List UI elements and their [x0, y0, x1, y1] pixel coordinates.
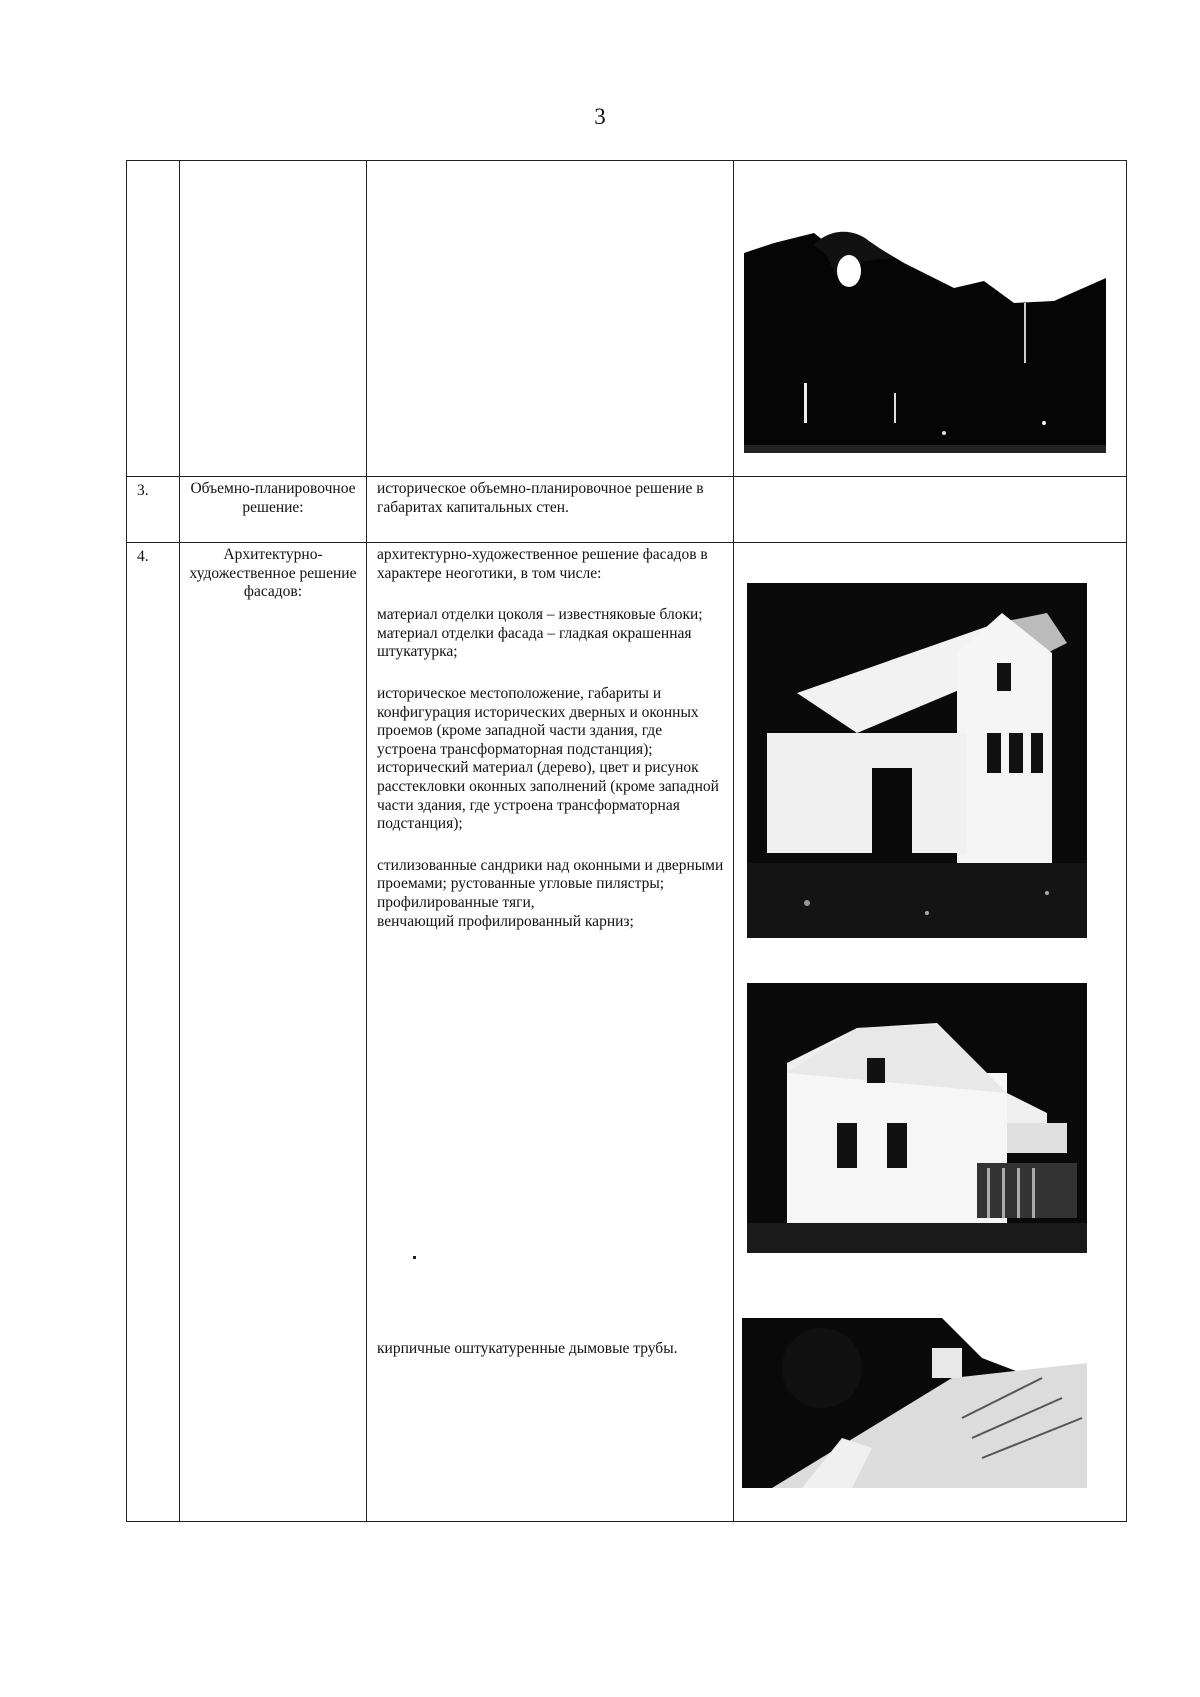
table-row: [127, 543, 1127, 1522]
page-number: 3: [594, 104, 606, 129]
row-number: 3.: [127, 477, 180, 543]
row-description: [367, 161, 734, 477]
photo-facade-2: [747, 983, 1087, 1253]
photo-chimney: [742, 1318, 1087, 1488]
row-name: Архитектурно-художественное решение фасадов:: [180, 543, 367, 1522]
photo-building-top: [744, 183, 1106, 453]
stray-mark: [413, 1256, 416, 1259]
description-paragraph: стилизованные сандрики над оконными и дверными проемами; рустованные угловые пилястры; профилированные тяги,: [377, 856, 724, 911]
description-paragraph: архитектурно-художественное решение фасадов в характере неоготики, в том числе:: [377, 546, 708, 582]
row-photos: [734, 543, 1127, 1522]
table-row: [127, 477, 1127, 543]
row-number: [127, 161, 180, 477]
row-description: [367, 543, 734, 1522]
description-paragraph: кирпичные оштукатуренные дымовые трубы.: [377, 1340, 678, 1357]
row-photos: [734, 477, 1127, 543]
object-table: [126, 160, 1127, 1522]
row-description: [367, 477, 734, 543]
description-paragraph: историческое местоположение, габариты и конфигурация исторических дверных и оконных проемов (кроме западной части здания, где устроена трансформаторная подстанция); исторический материал (дерево), цвет и рисунок расстекловки оконных заполнений (кроме западной части здания, где устроена трансформаторная подстанция);: [377, 684, 719, 833]
description-paragraph: материал отделки цоколя – известняковые блоки; материал отделки фасада – гладкая окрашенная штукатурка;: [377, 606, 703, 661]
row-number: 4.: [127, 543, 180, 1522]
row-name: Объемно-планировочное решение:: [180, 477, 367, 543]
table-row: [127, 161, 1127, 477]
photo-facade-1: [747, 583, 1087, 938]
row-name: [180, 161, 367, 477]
row-photos: [734, 161, 1127, 477]
description-paragraph: историческое объемно-планировочное решение в габаритах капитальных стен.: [377, 480, 704, 516]
description-paragraph: венчающий профилированный карниз;: [377, 912, 634, 930]
